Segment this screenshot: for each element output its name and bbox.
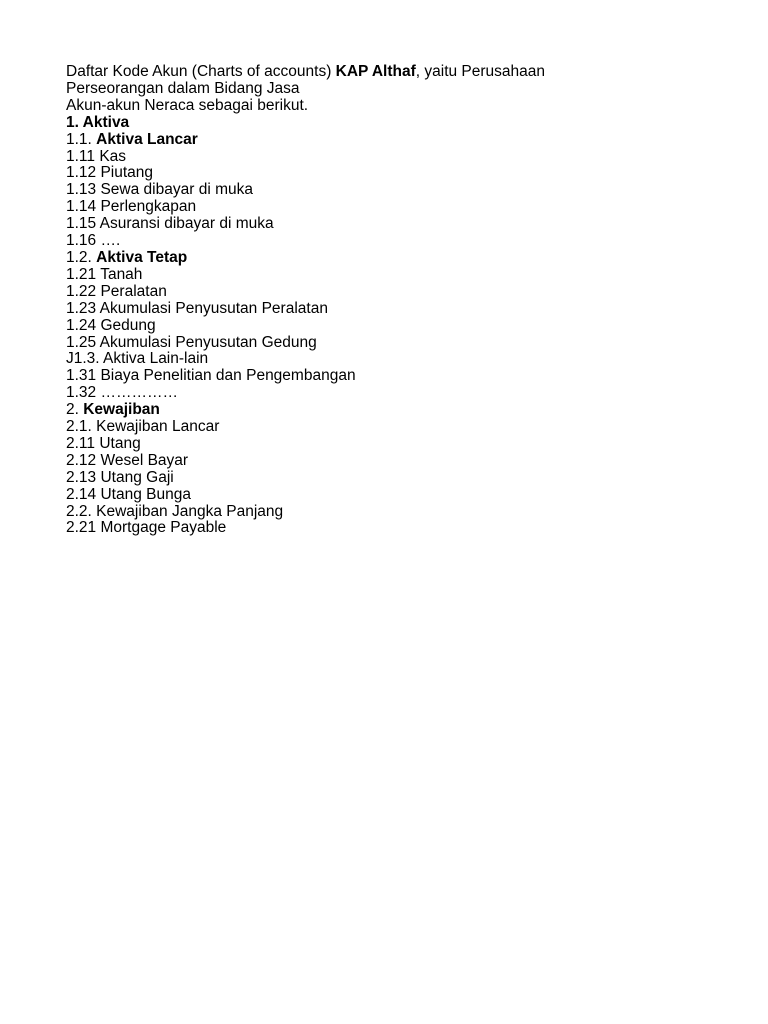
account-item: 1.13 Sewa dibayar di muka	[66, 181, 253, 199]
account-item: 2.21 Mortgage Payable	[66, 519, 227, 537]
section-title: Aktiva Lancar	[96, 130, 198, 148]
intro-text-cont: , yaitu Perusahaan	[415, 64, 546, 80]
account-item: 1.15 Asuransi dibayar di muka	[66, 215, 274, 233]
section-number: 1.2.	[66, 248, 97, 266]
section-number: 1.1.	[66, 130, 97, 148]
account-item: 1.31 Biaya Penelitian dan Pengembangan	[66, 367, 356, 385]
intro-line-3: Akun-akun Neraca sebagai berikut.	[66, 96, 309, 114]
kewajiban-panjang-heading: 2.2. Kewajiban Jangka Panjang	[66, 502, 284, 520]
intro-line-1	[66, 64, 706, 81]
section-title: Aktiva Tetap	[96, 248, 188, 266]
section-title: Kewajiban	[83, 401, 160, 419]
aktiva-heading: 1. Aktiva	[66, 113, 130, 131]
account-item: 1.22 Peralatan	[66, 282, 167, 300]
kewajiban-lancar-heading: 2.1. Kewajiban Lancar	[66, 418, 220, 436]
account-item: 1.32 ……………	[66, 384, 178, 402]
account-item: 1.12 Piutang	[66, 164, 154, 182]
account-item: 1.24 Gedung	[66, 316, 156, 334]
company-name: KAP Althaf	[335, 64, 416, 80]
account-item: 1.23 Akumulasi Penyusutan Peralatan	[66, 299, 328, 317]
aktiva-lancar-heading	[66, 132, 706, 149]
account-item: 1.14 Perlengkapan	[66, 198, 197, 216]
intro-line-2: Perseorangan dalam Bidang Jasa	[66, 79, 300, 97]
kewajiban-heading	[66, 402, 706, 419]
intro-text: Daftar Kode Akun (Charts of accounts)	[66, 64, 336, 80]
document-page	[66, 64, 706, 539]
account-item: 1.16 ….	[66, 232, 121, 250]
account-item: 1.11 Kas	[66, 147, 127, 165]
account-item: 2.11 Utang	[66, 434, 141, 452]
account-item: 2.12 Wesel Bayar	[66, 451, 189, 469]
account-item: 1.21 Tanah	[66, 265, 143, 283]
account-item: 2.13 Utang Gaji	[66, 468, 174, 486]
account-item: 2.14 Utang Bunga	[66, 485, 191, 503]
aktiva-tetap-heading	[66, 250, 706, 267]
section-number: 2.	[66, 401, 84, 419]
account-item: 1.25 Akumulasi Penyusutan Gedung	[66, 333, 317, 351]
aktiva-lain-heading: J1.3. Aktiva Lain-lain	[66, 350, 209, 368]
